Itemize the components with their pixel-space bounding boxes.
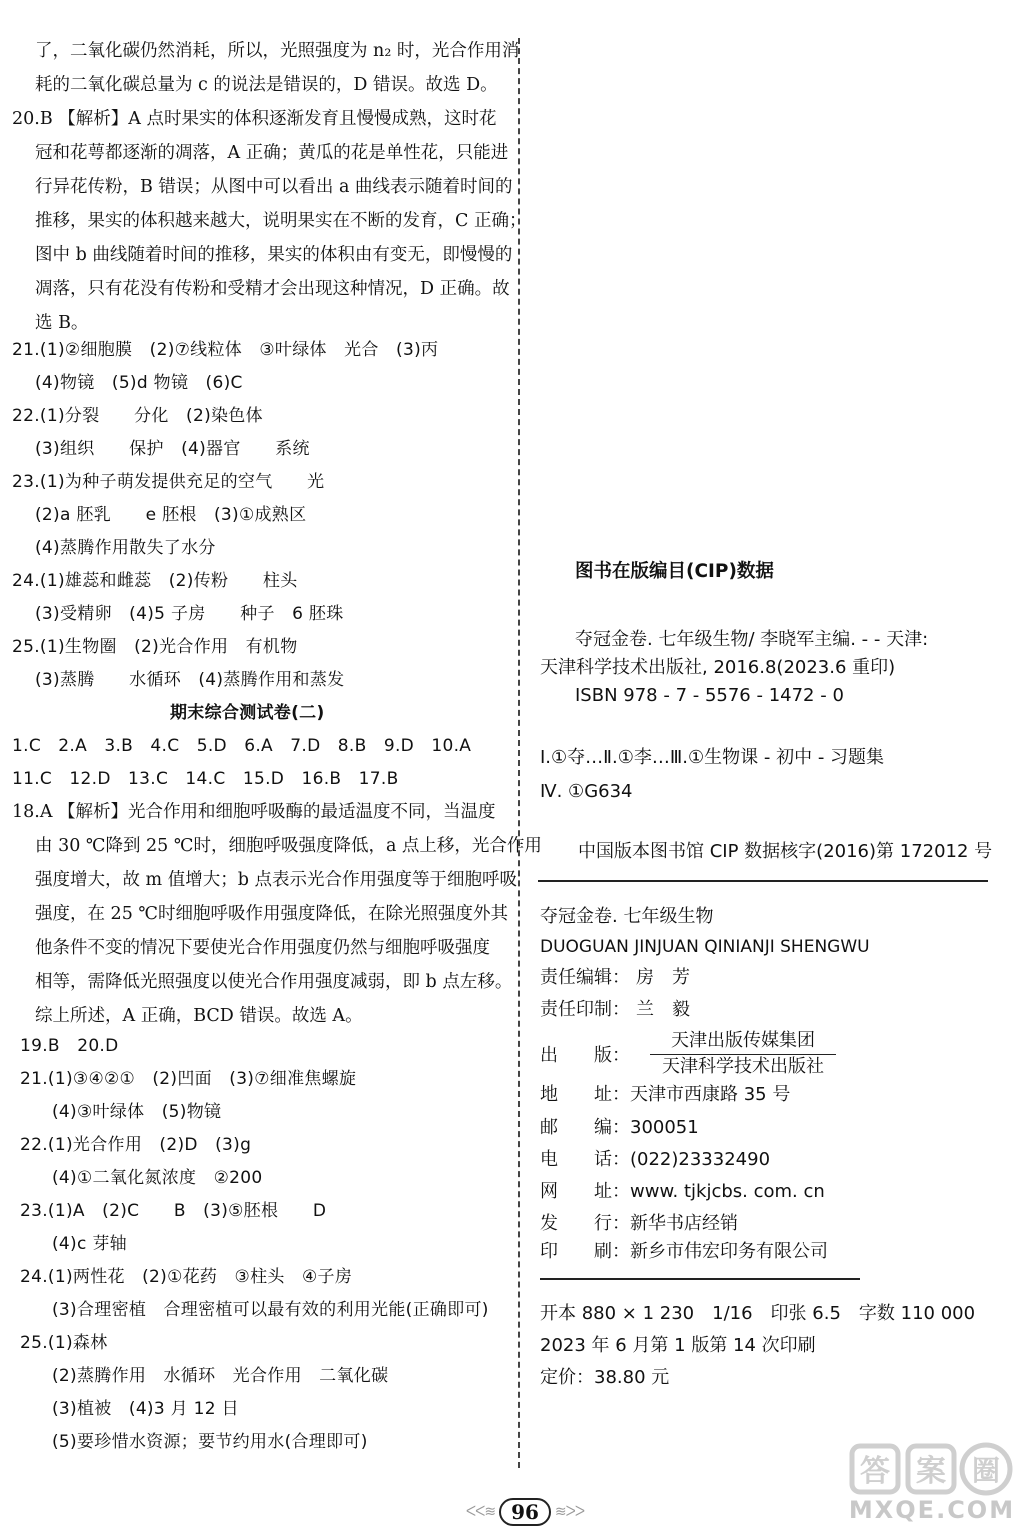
book-pinyin: DUOGUAN JINJUAN QINIANJI SHENGWU [540, 937, 870, 957]
answer-line: 22.(1)分裂 分化 (2)染色体 [12, 406, 263, 426]
text-line: 综上所述，A 正确，BCD 错误。故选 A。 [35, 1006, 363, 1026]
text-line: 耗的二氧化碳总量为 c 的说法是错误的，D 错误。故选 D。 [35, 75, 498, 95]
publisher-house: 天津科学技术出版社 [662, 1056, 824, 1077]
text-line: 强度，在 25 ℃时细胞呼吸作用强度降低，在除光照强度外其 [35, 904, 508, 924]
print-person: 兰 毅 [636, 999, 690, 1020]
answer-line: (4)物镜 (5)d 物镜 (6)C [35, 373, 243, 393]
answer-line: 24.(1)雄蕊和雌蕊 (2)传粉 柱头 [12, 571, 298, 591]
cip-heading: 图书在版编目(CIP)数据 [575, 561, 774, 582]
cip-line: 夺冠金卷. 七年级生物/ 李晓军主编. - - 天津: [575, 629, 929, 650]
answer-line: (3)合理密植 合理密植可以最有效的利用光能(正确即可) [52, 1300, 489, 1320]
text-line: 相等，需降低光照强度以使光合作用强度减弱，即 b 点左移。 [35, 972, 513, 992]
answer-line: 21.(1)③④②① (2)凹面 (3)⑦细准焦螺旋 [20, 1069, 357, 1089]
answer-line: (4)③叶绿体 (5)物镜 [52, 1102, 222, 1122]
answer-line: (4)c 芽轴 [52, 1234, 127, 1254]
answer-line: 23.(1)A (2)C B (3)⑤胚根 D [20, 1201, 327, 1221]
editor-row [540, 966, 690, 990]
text-line: 强度增大，故 m 值增大；b 点表示光合作用强度等于细胞呼吸 [35, 870, 517, 890]
printer: 印 刷：新乡市伟宏印务有限公司 [540, 1241, 828, 1262]
answer-line: 24.(1)两性花 (2)①花药 ③柱头 ④子房 [20, 1267, 353, 1287]
column-divider [518, 38, 520, 1468]
cip-classification: Ⅰ.①夺…Ⅱ.①李…Ⅲ.①生物课 - 初中 - 习题集 [540, 747, 885, 768]
answer-line: (3)受精卵 (4)5 子房 种子 6 胚珠 [35, 604, 344, 624]
answer-line: (2)a 胚乳 e 胚根 (3)①成熟区 [35, 505, 307, 525]
text-line: 20.B 【解析】A 点时果实的体积逐渐发育且慢慢成熟，这时花 [12, 109, 497, 129]
answer-line: 19.B 20.D [20, 1036, 119, 1056]
answer-line: 21.(1)②细胞膜 (2)⑦线粒体 ③叶绿体 光合 (3)丙 [12, 340, 439, 360]
ornament-right-icon: ≋ᐳᐳ [554, 1504, 585, 1520]
answer-line: 1.C 2.A 3.B 4.C 5.D 6.A 7.D 8.B 9.D 10.A [12, 736, 472, 756]
section-title: 期末综合测试卷(二) [170, 703, 325, 723]
editor-name: 房 芳 [636, 967, 690, 988]
publisher-label: 出 版： [540, 1045, 630, 1066]
edition: 2023 年 6 月第 1 版第 14 次印刷 [540, 1335, 816, 1356]
cip-isbn: ISBN 978 - 7 - 5576 - 1472 - 0 [575, 685, 844, 706]
divider-rule [538, 880, 988, 882]
text-line: 冠和花萼都逐渐的凋落，A 正确；黄瓜的花是单性花，只能进 [35, 143, 509, 163]
answer-line: (2)蒸腾作用 水循环 光合作用 二氧化碳 [52, 1366, 389, 1386]
svg-text:案: 案 [916, 1454, 946, 1489]
print-specs: 开本 880 × 1 230 1/16 印张 6.5 字数 110 000 [540, 1303, 976, 1324]
address: 地 址：天津市西康路 35 号 [540, 1084, 791, 1105]
distributor: 发 行：新华书店经销 [540, 1213, 738, 1234]
answer-line: 22.(1)光合作用 (2)D (3)g [20, 1135, 252, 1155]
watermark [848, 1440, 1016, 1530]
website: 网 址：www. tjkjcbs. com. cn [540, 1181, 825, 1202]
answer-line: 11.C 12.D 13.C 14.C 15.D 16.B 17.B [12, 769, 399, 789]
text-line: 18.A 【解析】光合作用和细胞呼吸酶的最适温度不同，当温度 [12, 802, 496, 822]
editor-label: 责任编辑： [540, 967, 630, 988]
answer-line: (5)要珍惜水资源；要节约用水(合理即可) [52, 1432, 368, 1452]
answer-line: (4)蒸腾作用散失了水分 [35, 538, 216, 558]
svg-text:答: 答 [860, 1454, 890, 1489]
phone: 电 话：(022)23332490 [540, 1149, 771, 1170]
answer-line: 25.(1)生物圈 (2)光合作用 有机物 [12, 637, 298, 657]
page-number [465, 1497, 585, 1527]
answer-line: 23.(1)为种子萌发提供充足的空气 光 [12, 472, 325, 492]
print-manager-row [540, 998, 690, 1022]
ornament-left-icon: ᐸᐸ≋ [465, 1504, 496, 1520]
watermark-url: MXQE.COM [848, 1496, 1016, 1524]
price: 定价：38.80 元 [540, 1367, 670, 1388]
text-line: 图中 b 曲线随着时间的推移，果实的体积由有变无，即慢慢的 [35, 245, 513, 265]
cip-classification: Ⅳ. ①G634 [540, 781, 633, 802]
page-number-value: 96 [499, 1498, 551, 1526]
text-line: 他条件不变的情况下要使光合作用强度仍然与细胞呼吸强度 [35, 938, 490, 958]
answer-line: (3)组织 保护 (4)器官 系统 [35, 439, 310, 459]
publisher-box [650, 1030, 836, 1078]
watermark-logo-icon [848, 1440, 1016, 1500]
text-line: 由 30 ℃降到 25 ℃时，细胞呼吸强度降低，a 点上移，光合作用 [35, 836, 542, 856]
publisher-group: 天津出版传媒集团 [650, 1030, 836, 1055]
print-label: 责任印制： [540, 999, 630, 1020]
text-line: 行异花传粉，B 错误；从图中可以看出 a 曲线表示随着时间的 [35, 177, 513, 197]
text-line: 推移，果实的体积越来越大，说明果实在不断的发育，C 正确； [35, 211, 527, 231]
answer-line: (3)蒸腾 水循环 (4)蒸腾作用和蒸发 [35, 670, 345, 690]
divider-rule [540, 1278, 860, 1280]
postcode: 邮 编：300051 [540, 1117, 699, 1138]
answer-line: (4)①二氧化氮浓度 ②200 [52, 1168, 263, 1188]
answer-line: 25.(1)森林 [20, 1333, 108, 1353]
answer-line: (3)植被 (4)3 月 12 日 [52, 1399, 239, 1419]
cip-record: 中国版本图书馆 CIP 数据核字(2016)第 172012 号 [578, 841, 993, 862]
svg-text:圈: 圈 [971, 1454, 1001, 1487]
text-line: 了，二氧化碳仍然消耗，所以，光照强度为 n₂ 时，光合作用消 [35, 41, 520, 61]
book-title: 夺冠金卷. 七年级生物 [540, 906, 714, 927]
text-line: 选 B。 [35, 313, 89, 333]
text-line: 凋落，只有花没有传粉和受精才会出现这种情况，D 正确。故 [35, 279, 510, 299]
cip-line: 天津科学技术出版社, 2016.8(2023.6 重印) [540, 657, 896, 678]
